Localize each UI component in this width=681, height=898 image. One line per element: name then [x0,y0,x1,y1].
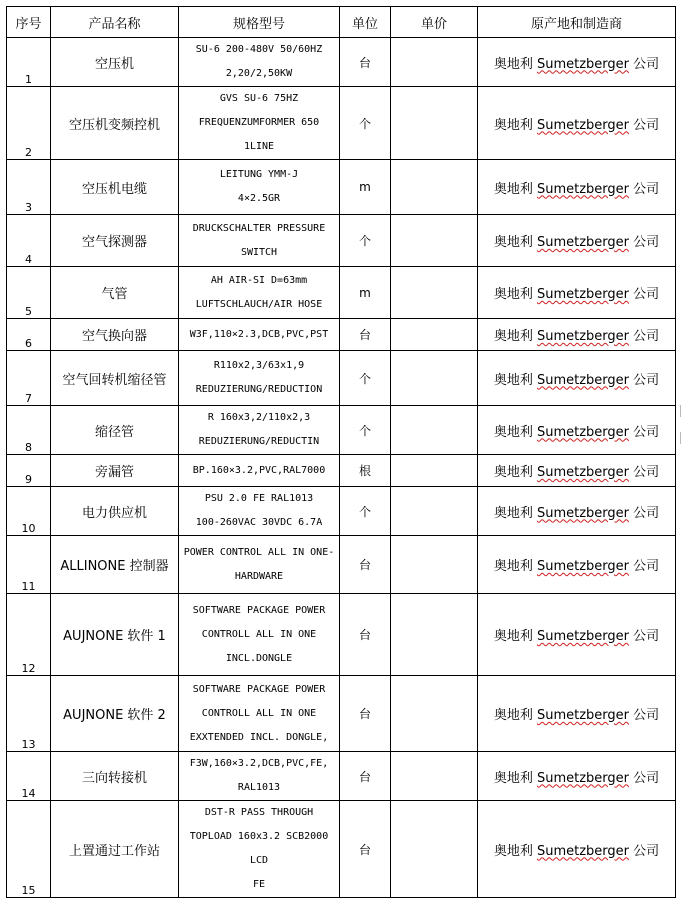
table-row [7,38,676,87]
row-number: 6 [7,319,51,351]
maker-cell [478,87,676,160]
maker-suffix: 公司 [629,372,660,388]
maker-prefix: 奥地利 [493,629,537,644]
row-number: 12 [7,594,51,676]
spec-model: SU-6 200-480V 50/60HZ 2,20/2,50KW [179,38,340,87]
table-row [7,87,676,160]
spec-model: GVS SU-6 75HZ FREQUENZUMFORMER 650 1LINE [179,87,340,160]
maker-cell [478,801,676,898]
row-number: 8 [7,406,51,455]
table-row [7,215,676,267]
maker-prefix: 奥地利 [493,843,537,859]
price-cell [391,38,478,87]
unit-cell: 台 [340,38,391,87]
table-row [7,267,676,319]
table-row [7,801,676,898]
table-row [7,351,676,406]
row-number: 14 [7,752,51,801]
product-name: AUJNONE 软件 1 [51,594,179,676]
product-name: 气管 [51,267,179,319]
product-name: 空气探测器 [51,215,179,267]
maker-suffix: 公司 [629,117,660,133]
maker-suffix: 公司 [629,329,660,344]
price-cell [391,487,478,536]
unit-cell: 台 [340,801,391,898]
maker-brand: Sumetzberger [536,181,630,197]
product-name: 旁漏管 [51,455,179,487]
maker-brand: Sumetzberger [536,424,630,440]
price-cell [391,267,478,319]
maker-prefix: 奥地利 [493,505,537,521]
maker-brand: Sumetzberger [536,559,630,574]
table-row [7,536,676,594]
header-unit: 单位 [340,7,391,38]
table-row [7,676,676,752]
maker-brand: Sumetzberger [536,235,630,250]
spec-model: BP.160×3.2,PVC,RAL7000 [179,455,340,487]
maker-prefix: 奥地利 [493,424,537,440]
header-spec: 规格型号 [179,7,340,38]
product-name: ALLINONE 控制器 [51,536,179,594]
maker-prefix: 奥地利 [493,181,537,197]
price-cell [391,215,478,267]
maker-brand: Sumetzberger [536,505,630,521]
maker-suffix: 公司 [629,424,660,440]
product-name: 空压机 [51,38,179,87]
row-number: 4 [7,215,51,267]
header-maker: 原产地和制造商 [478,7,676,38]
row-number: 13 [7,676,51,752]
spec-model: R110x2,3/63x1,9 REDUZIERUNG/REDUCTION [179,351,340,406]
row-number: 9 [7,455,51,487]
maker-brand: Sumetzberger [536,287,630,302]
maker-cell [478,594,676,676]
maker-suffix: 公司 [629,235,660,250]
maker-prefix: 奥地利 [493,329,537,344]
product-name: AUJNONE 软件 2 [51,676,179,752]
header-name: 产品名称 [51,7,179,38]
maker-suffix: 公司 [629,505,660,521]
product-name: 空气换向器 [51,319,179,351]
unit-cell: 个 [340,487,391,536]
maker-brand: Sumetzberger [536,372,630,388]
unit-cell: 台 [340,319,391,351]
product-name: 电力供应机 [51,487,179,536]
spec-model: SOFTWARE PACKAGE POWER CONTROLL ALL IN ONE EXXTENDED INCL. DONGLE, [179,676,340,752]
table-row [7,455,676,487]
spec-model: AH AIR-SI D=63mm LUFTSCHLAUCH/AIR HOSE [179,267,340,319]
product-table [6,6,676,898]
spec-model: POWER CONTROL ALL IN ONE- HARDWARE [179,536,340,594]
maker-brand: Sumetzberger [536,329,630,344]
price-cell [391,160,478,215]
maker-prefix: 奥地利 [493,465,537,480]
maker-suffix: 公司 [629,559,660,574]
maker-cell [478,38,676,87]
unit-cell: 个 [340,87,391,160]
maker-cell [478,319,676,351]
spec-model: DST-R PASS THROUGH TOPLOAD 160x3.2 SCB2000 LCD FE [179,801,340,898]
maker-cell [478,215,676,267]
price-cell [391,594,478,676]
price-cell [391,87,478,160]
row-number: 10 [7,487,51,536]
unit-cell: 台 [340,536,391,594]
table-row [7,319,676,351]
maker-cell [478,455,676,487]
maker-prefix: 奥地利 [493,287,537,302]
maker-prefix: 奥地利 [493,559,537,574]
maker-prefix: 奥地利 [493,235,537,250]
table-body [7,38,676,898]
maker-cell [478,267,676,319]
unit-cell: 台 [340,752,391,801]
maker-brand: Sumetzberger [536,117,630,133]
maker-suffix: 公司 [629,770,660,786]
price-cell [391,319,478,351]
table-row [7,406,676,455]
spec-model: DRUCKSCHALTER PRESSURE SWITCH [179,215,340,267]
maker-cell [478,752,676,801]
row-number: 1 [7,38,51,87]
header-price: 单价 [391,7,478,38]
maker-cell [478,676,676,752]
price-cell [391,406,478,455]
row-number: 2 [7,87,51,160]
maker-prefix: 奥地利 [493,708,537,723]
unit-cell: 台 [340,676,391,752]
maker-suffix: 公司 [629,708,660,723]
maker-cell [478,536,676,594]
price-cell [391,752,478,801]
maker-cell [478,487,676,536]
product-name: 缩径管 [51,406,179,455]
product-name: 上置通过工作站 [51,801,179,898]
unit-cell: 个 [340,215,391,267]
row-number: 7 [7,351,51,406]
product-name: 空压机变频控机 [51,87,179,160]
maker-suffix: 公司 [629,181,660,197]
maker-suffix: 公司 [629,629,660,644]
row-number: 15 [7,801,51,898]
maker-suffix: 公司 [629,843,660,859]
row-number: 3 [7,160,51,215]
table-row [7,594,676,676]
price-cell [391,536,478,594]
product-name: 三向转接机 [51,752,179,801]
spec-model: LEITUNG YMM-J 4×2.5GR [179,160,340,215]
unit-cell: 个 [340,406,391,455]
maker-suffix: 公司 [629,56,660,72]
maker-prefix: 奥地利 [493,56,537,72]
maker-prefix: 奥地利 [493,372,537,388]
maker-cell [478,406,676,455]
price-cell [391,801,478,898]
maker-cell [478,160,676,215]
maker-brand: Sumetzberger [536,843,630,859]
maker-brand: Sumetzberger [536,465,630,480]
product-name: 空气回转机缩径管 [51,351,179,406]
table-row [7,752,676,801]
maker-suffix: 公司 [629,465,660,480]
price-cell [391,455,478,487]
row-number: 11 [7,536,51,594]
header-no: 序号 [7,7,51,38]
maker-suffix: 公司 [629,287,660,302]
unit-cell: m [340,267,391,319]
row-number: 5 [7,267,51,319]
price-cell [391,351,478,406]
unit-cell: 台 [340,594,391,676]
product-name: 空压机电缆 [51,160,179,215]
unit-cell: m [340,160,391,215]
spec-model: PSU 2.0 FE RAL1013 100-260VAC 30VDC 6.7A [179,487,340,536]
table-row [7,160,676,215]
unit-cell: 根 [340,455,391,487]
maker-brand: Sumetzberger [536,770,630,786]
maker-brand: Sumetzberger [536,629,630,644]
spec-model: R 160x3,2/110x2,3 REDUZIERUNG/REDUCTIN [179,406,340,455]
maker-brand: Sumetzberger [536,708,630,723]
spec-model: SOFTWARE PACKAGE POWER CONTROLL ALL IN ONE INCL.DONGLE [179,594,340,676]
table-row [7,487,676,536]
header-row [7,7,676,38]
spec-model: F3W,160×3.2,DCB,PVC,FE, RAL1013 [179,752,340,801]
maker-prefix: 奥地利 [493,117,537,133]
maker-cell [478,351,676,406]
maker-prefix: 奥地利 [493,770,537,786]
unit-cell: 个 [340,351,391,406]
price-cell [391,676,478,752]
maker-brand: Sumetzberger [536,56,630,72]
spec-model: W3F,110×2.3,DCB,PVC,PST [179,319,340,351]
